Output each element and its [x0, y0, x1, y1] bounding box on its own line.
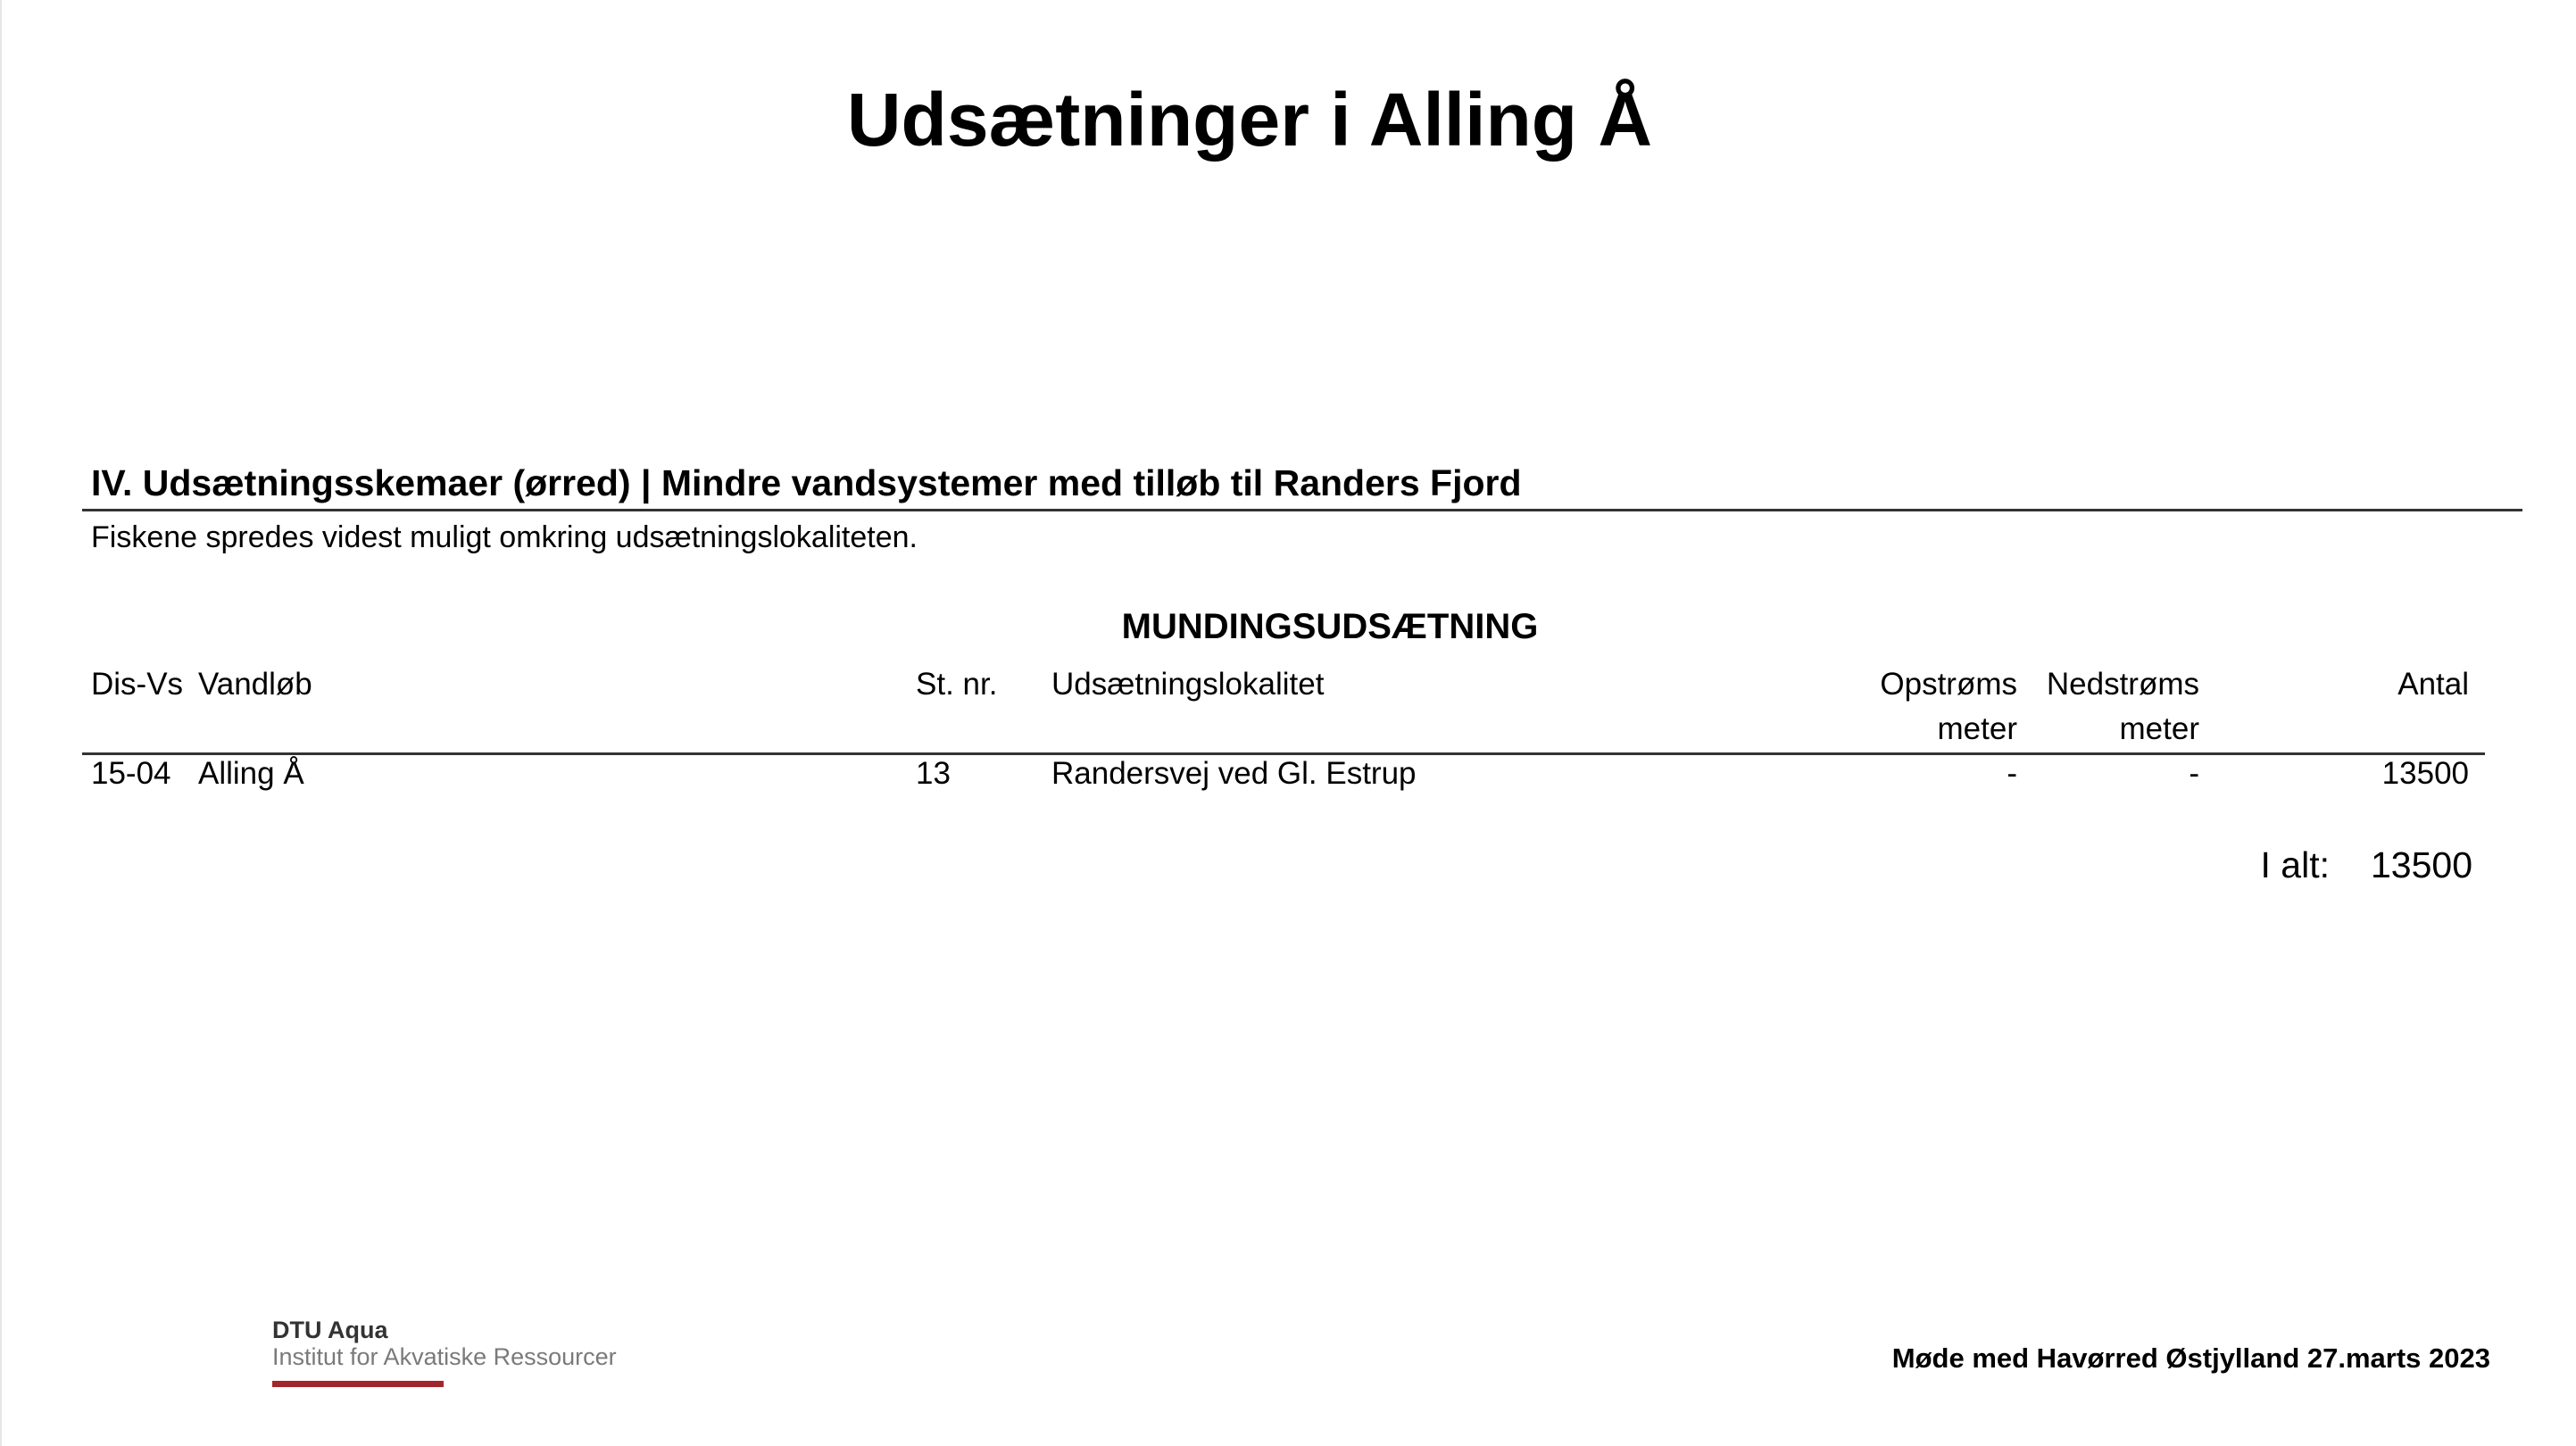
section-note: Fiskene spredes videst muligt omkring udsætningslokaliteten. [91, 520, 918, 554]
section-divider [82, 509, 2522, 511]
total-label: I alt: [2260, 844, 2330, 885]
header-opstroms-unit: meter [1937, 711, 2017, 746]
slide-title: Udsætninger i Alling Å [846, 78, 1653, 162]
section-heading: IV. Udsætningsskemaer (ørred) | Mindre vandsystemer med tilløb til Randers Fjord [91, 462, 1522, 503]
cell-stnr: 13 [916, 756, 951, 791]
slide-edge [0, 0, 2, 1446]
cell-antal: 13500 [2381, 756, 2469, 791]
header-opstroms: Opstrøms [1880, 667, 2017, 702]
logo-subtitle: Institut for Akvatiske Ressourcer [272, 1343, 617, 1370]
cell-nedstroms: - [2189, 756, 2199, 791]
cell-lokalitet: Randersvej ved Gl. Estrup [1051, 756, 1417, 791]
cell-vandlob: Alling Å [198, 756, 304, 791]
header-stnr: St. nr. [916, 667, 998, 702]
total-value: 13500 [2370, 844, 2472, 885]
logo-accent-bar [272, 1381, 444, 1387]
header-nedstroms-unit: meter [2119, 711, 2199, 746]
logo-name: DTU Aqua [272, 1317, 388, 1343]
header-antal: Antal [2397, 667, 2469, 702]
footer-text: Møde med Havørred Østjylland 27.marts 2023 [1891, 1342, 2490, 1374]
cell-disvs: 15-04 [91, 756, 171, 791]
table-title: MUNDINGSUDSÆTNING [1121, 607, 1539, 646]
cell-opstroms: - [2007, 756, 2017, 791]
header-lokalitet: Udsætningslokalitet [1051, 667, 1325, 702]
header-nedstroms: Nedstrøms [2046, 667, 2199, 702]
header-vandlob: Vandløb [198, 667, 312, 702]
header-disvs: Dis-Vs [91, 667, 184, 702]
